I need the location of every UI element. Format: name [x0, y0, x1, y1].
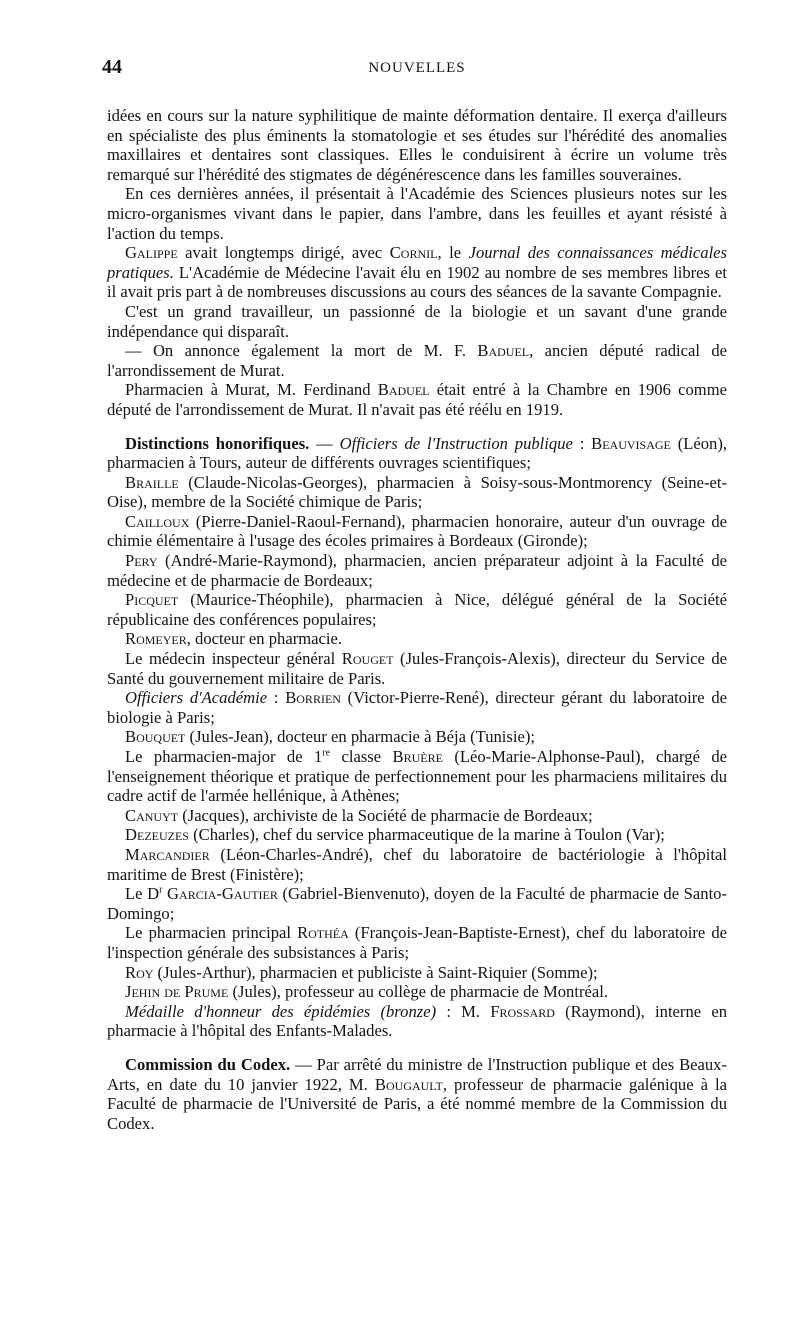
- person-name: Baduel: [477, 341, 530, 361]
- section-heading: Distinctions honorifiques.: [125, 433, 310, 453]
- text-run: (Raymond), interne en pharmacie à l'hôpital des Enfants-Malades.: [107, 1001, 727, 1041]
- person-name: Rothéa: [297, 923, 349, 943]
- paragraph: [107, 1055, 727, 1133]
- list-item: [107, 884, 727, 923]
- list-item: [107, 727, 727, 747]
- text-run: (Léon), pharmacien à Tours, auteur de différents ouvrages scientifiques;: [107, 433, 728, 473]
- text-run: : M.: [436, 1001, 491, 1021]
- list-item: [107, 806, 727, 826]
- list-item: [107, 845, 727, 884]
- text-run: , ancien député radical de l'arrondissement de Murat.: [107, 341, 727, 380]
- text-run: Le pharmacien principal: [125, 923, 298, 943]
- person-name: Frossard: [490, 1001, 555, 1021]
- list-item: [107, 629, 727, 649]
- text-run: (Claude-Nicolas-Georges), pharmacien à Soisy-sous-Montmorency (Seine-et-Oise), membre de la Société chimique de Paris;: [107, 472, 727, 512]
- list-item: [107, 923, 727, 962]
- text-run: (Jules-Arthur), pharmacien et publiciste à Saint-Riquier (Somme);: [153, 962, 598, 982]
- person-name: Cornil: [389, 243, 438, 263]
- paragraph: [107, 380, 727, 419]
- subsection-title: Officiers de l'Instruction publique: [339, 433, 573, 453]
- person-name: Rouget: [341, 649, 394, 669]
- person-name: Canuyt: [125, 805, 179, 825]
- text-run: (Charles), chef du service pharmaceutique de la marine à Toulon (Var);: [188, 825, 665, 845]
- page-number: 44: [102, 56, 122, 78]
- subsection-title: Médaille d'honneur des épidémies (bronze): [125, 1001, 437, 1021]
- text-run: Le médecin inspecteur général: [125, 649, 342, 669]
- codex-section: [107, 1055, 727, 1133]
- text-run: Pharmacien à Murat, M. Ferdinand: [125, 380, 378, 400]
- text-run: (Jules), professeur au collège de pharmacie de Montréal.: [228, 982, 608, 1002]
- journal-title: Journal des connaissances médicales pratiques.: [107, 243, 727, 282]
- person-name: Romeyer: [125, 629, 187, 649]
- list-item: [107, 551, 727, 590]
- text-run: (Pierre-Daniel-Raoul-Fernand), pharmacien honoraire, auteur d'un ouvrage de chimie élémentaire à l'usage des écoles primaires à Bordeaux (Gironde);: [107, 511, 727, 551]
- text-run: (Jacques), archiviste de la Société de pharmacie de Bordeaux;: [178, 805, 593, 825]
- subsection-title: Officiers d'Académie: [125, 688, 268, 708]
- text-run: (Jules-Jean), docteur en pharmacie à Béja (Tunisie);: [185, 727, 535, 747]
- running-title: NOUVELLES: [368, 60, 466, 76]
- list-item: [107, 512, 727, 551]
- paragraph: [107, 341, 727, 380]
- page-header: [102, 52, 727, 80]
- text-run: classe: [330, 747, 393, 766]
- text-run: , le: [437, 243, 469, 263]
- person-name: Galippe: [125, 243, 178, 263]
- superscript: re: [322, 747, 331, 759]
- person-name: Bruère: [392, 747, 443, 766]
- person-name: Bougault: [374, 1074, 443, 1094]
- person-name: Jehin de Prume: [125, 982, 229, 1002]
- person-name: Picquet: [125, 590, 179, 610]
- text-run: était entré à la Chambre en 1906 comme député de l'arrondissement de Murat. Il n'avait pas été réélu en 1919.: [107, 380, 727, 419]
- list-item: [107, 1002, 727, 1041]
- paragraph: C'est un grand travailleur, un passionné de la biologie et un savant d'une grande indépendance qui disparaît.: [107, 301, 727, 341]
- person-name: Borrien: [285, 688, 341, 708]
- person-name: Braille: [125, 472, 179, 492]
- text-run: (Léo-Marie-Alphonse-Paul), chargé de l'enseignement théorique et pratique de perfectionnement pour les pharmaciens militaires du cadre actif de l'armée hellénique, à Athènes;: [107, 747, 728, 806]
- list-item: [107, 982, 727, 1002]
- text-run: avait longtemps dirigé, avec: [177, 243, 390, 263]
- superscript: r: [159, 884, 163, 896]
- text-run: Le pharmacien-major de 1: [125, 747, 323, 766]
- person-name: Garcia-Gautier: [167, 884, 278, 904]
- text-run: (André-Marie-Raymond), pharmacien, ancien préparateur adjoint à la Faculté de médecine et de pharmacie de Bordeaux;: [107, 551, 727, 590]
- list-item: [107, 963, 727, 983]
- list-item: [107, 747, 727, 806]
- text-run: (Gabriel-Bienvenuto), doyen de la Faculté de pharmacie de Santo-Domingo;: [107, 884, 728, 923]
- text-run: (François-Jean-Baptiste-Ernest), chef du laboratoire de l'inspection générale des subsistances à Paris;: [107, 923, 727, 962]
- text-run: — On annonce également la mort de M. F.: [125, 341, 478, 361]
- section-heading: Commission du Codex.: [125, 1054, 291, 1074]
- person-name: Bouquet: [125, 727, 186, 747]
- person-name: Beauvisage: [591, 433, 671, 453]
- text-run: —: [309, 433, 340, 453]
- text-run: Le D: [125, 884, 160, 904]
- distinctions-intro: [107, 434, 727, 473]
- text-run: :: [572, 433, 592, 453]
- text-run: (Victor-Pierre-René), directeur gérant du laboratoire de biologie à Paris;: [107, 688, 727, 727]
- list-item: [107, 649, 727, 688]
- person-name: Baduel: [377, 380, 430, 400]
- text-run: Par arrêté du ministre de l'Instruction publique et des Beaux-Arts, en date du 10 janvier 1922, M.: [107, 1054, 727, 1094]
- text-run: (Léon-Charles-André), chef du laboratoire de bactériologie à l'hôpital maritime de Brest (Finistère);: [107, 844, 727, 884]
- person-name: Cailloux: [125, 511, 190, 531]
- page-body: [107, 106, 727, 1133]
- page: [102, 52, 728, 1133]
- text-run: , docteur en pharmacie.: [186, 629, 342, 649]
- text-run: (Jules-François-Alexis), directeur du Service de Santé du gouvernement militaire de Paris.: [107, 649, 727, 688]
- person-name: Dezeuzes: [125, 825, 189, 845]
- list-item: [107, 825, 727, 845]
- paragraph: En ces dernières années, il présentait à l'Académie des Sciences plusieurs notes sur les micro-organismes vivant dans le papier, dans l'ambre, dans les feuilles et ayant résisté à l'action du temps.: [107, 184, 727, 243]
- distinctions-section: [107, 434, 727, 1041]
- person-name: Pery: [125, 551, 158, 571]
- paragraph: [107, 243, 727, 302]
- text-run: L'Académie de Médecine l'avait élu en 1902 au nombre de ses membres libres et il avait pris part à de nombreuses discussions au cours des séances de la savante Compagnie.: [107, 262, 727, 302]
- paragraph: idées en cours sur la nature syphilitique de mainte déformation dentaire. Il exerça d'ailleurs en spécialiste des plus éminents la stomatologie et ses études sur l'hérédité des anomalies maxillaires et dentaires sont classiques. Elles le conduisirent à écrire un volume très remarqué sur l'hérédité des stigmates de dégénérescence dans les familles souveraines.: [107, 106, 727, 184]
- text-run: , professeur de pharmacie galénique à la Faculté de pharmacie de l'Université de Paris, a été nommé membre de la Commission du Codex.: [107, 1074, 727, 1133]
- person-name: Marcandier: [125, 844, 210, 864]
- list-item: [107, 473, 727, 512]
- list-item: [107, 688, 727, 727]
- person-name: Roy: [125, 962, 154, 982]
- list-item: [107, 590, 727, 629]
- text-run: (Maurice-Théophile), pharmacien à Nice, délégué général de la Société républicaine des conférences populaires;: [107, 590, 727, 629]
- text-run: —: [290, 1054, 317, 1074]
- text-run: :: [267, 688, 286, 708]
